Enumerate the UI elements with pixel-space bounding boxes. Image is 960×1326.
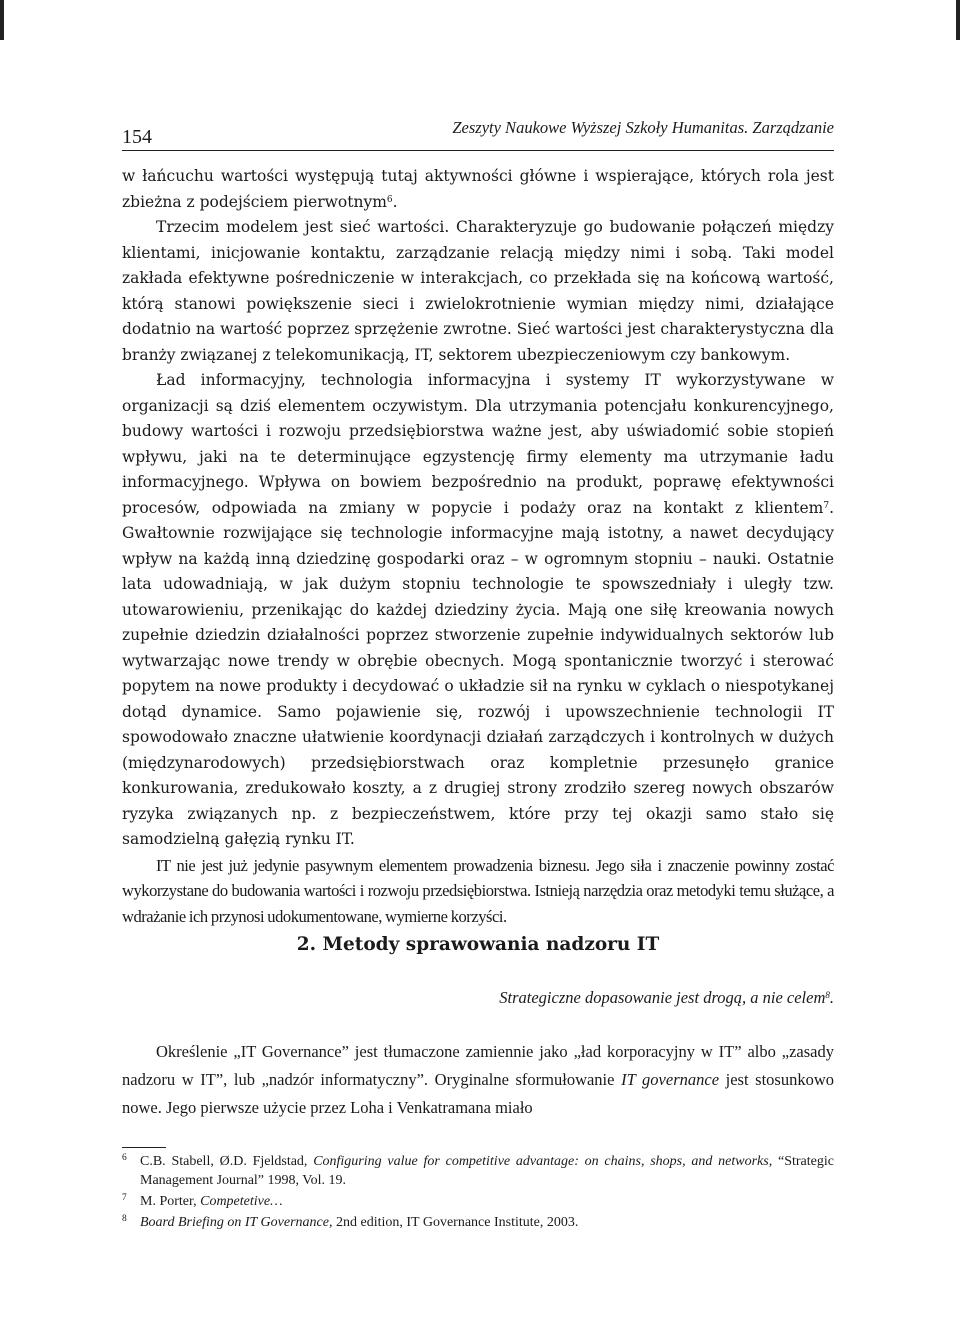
footnote-title: Competetive… [200, 1194, 283, 1209]
footnote-number: 7 [122, 1193, 127, 1203]
paragraph-2: Trzecim modelem jest sieć wartości. Charakteryzuje go budowanie połączeń między klientami, inicjowanie kontaktu, zarządzanie relacją między nimi i sobą. Taki model zakłada efektywne pośredniczenie w interakcjach, co przekłada się na końcową wartość, którą stanowi powiększenie sieci i zwielokrotnienie wymian między nimi, działające dodatnio na wartość poprzez sprzężenie zwrotne. Sieć wartości jest charakterystyczna dla branży związanej z telekomunikacją, IT, sektorem ubezpieczeniowym czy bankowym. [122, 218, 834, 364]
paragraph-1 [122, 164, 834, 215]
paragraph-5-text-a: Określenie „IT Governance” jest tłumaczone zamiennie jako „ład korporacyjny w IT” albo „zasady nadzoru w IT”, lub „nadzór informatyczny”. Oryginalne sformułowanie [122, 1042, 834, 1089]
paragraph-3-text-a: Ład informacyjny, technologia informacyjna i systemy IT wykorzystywane w organizacji są dziś elementem oczywistym. Dla utrzymania potencjału konkurencyjnego, budowy wartości i rozwoju przedsiębiorstwa ważne jest, aby uświadomić sobie stopień wpływu, jaki na te determinujące egzystencję firmy elementy ma utrzymanie ładu informacyjnego. Wpływa on bowiem bezpośrednio na produkt, poprawę efektywności procesów, odpowiada na zmiany w popycie i podaży oraz na kontakt z klientem [122, 371, 834, 517]
footnote-number: 8 [122, 1214, 127, 1224]
footnote-title: Board Briefing on IT Governance [140, 1215, 329, 1230]
footnote-author: C.B. Stabell, Ø.D. Fjeldstad, [140, 1154, 314, 1169]
paragraph-4: IT nie jest już jedynie pasywnym elementem prowadzenia biznesu. Jego siła i znaczenie powinny zostać wykorzystane do budowania wartości i rozwoju przedsiębiorstwa. Istnieją narzędzia oraz metodyki temu służące, a wdrażanie ich przynosi udokumentowane, wymierne korzyści. [122, 855, 834, 926]
journal-title: Zeszyty Naukowe Wyższej Szkoły Humanitas. Zarządzanie [452, 118, 834, 137]
page-number: 154 [122, 126, 152, 148]
footnote-ref-8[interactable]: 8 [825, 990, 830, 1000]
body-text [122, 164, 834, 929]
footnote-source: , 2nd edition, IT Governance Institute, 2003. [328, 1215, 579, 1230]
paragraph-5-text-b: jest stosunkowo nowe. Jego pierwsze użycie przez Loha i Venkatramana miało [122, 1070, 834, 1117]
footnote-title: Configuring value for competitive advantage: on chains, shops, and networks [313, 1154, 769, 1169]
section-body [122, 1038, 834, 1122]
footnote-author: M. Porter, [140, 1194, 201, 1209]
footnote-ref-6[interactable]: 6 [386, 194, 393, 205]
footnote-number: 6 [122, 1153, 127, 1163]
footnote-ref-7[interactable]: 7 [823, 500, 830, 511]
paragraph-5-italic: IT governance [621, 1070, 720, 1089]
crop-mark-left [0, 0, 4, 40]
footnote-7 [122, 1192, 834, 1211]
footnotes [122, 1152, 834, 1234]
paragraph-3-text-b: . Gwałtownie rozwijające się technologie informacyjne mają istotny, a nawet decydujący wpływ na każdą inną dziedzinę gospodarki oraz – w ogromnym stopniu – nauki. Ostatnie lata udowadniają, w jak dużym stopniu technologie te spowszedniały i uległy tzw. utowarowieniu, przenikając do każdej dziedziny życia. Mają one siłę kreowania nowych zupełnie dziedzin działalności poprzez stworzenie zupełnie indywidualnych sektorów lub wytwarzając nowe trendy w obrębie obecnych. Mogą spontanicznie tworzyć i sterować popytem na nowe produkty i decydować o układzie sił na rynku w cyklach o niespotykanej dotąd dynamice. Samo pojawienie się, rozwój i upowszechnienie technologii IT spowodowało znaczne ułatwienie koordynacji działań zarządczych i kontrolnych w dużych (międzynarodowych) przedsiębiorstwach oraz kompletnie przesunęło granice konkurowania, zredukowało koszty, a z drugiej strony zrodziło szereg nowych obszarów ryzyka związanych np. z bezpieczeństwem, które przy tej okazji samo stało się samodzielną gałęzią rynku IT. [122, 498, 834, 848]
running-header [122, 112, 834, 151]
paragraph-3 [122, 368, 834, 853]
section-motto [499, 988, 834, 1008]
footnote-6 [122, 1152, 834, 1190]
section-heading: 2. Metody sprawowania nadzoru IT [296, 934, 660, 955]
paragraph-5 [122, 1038, 834, 1122]
footnote-source: , “Strategic Management Journal” 1998, Vol. 19. [140, 1154, 834, 1188]
motto-text: Strategiczne dopasowanie jest drogą, a nie celem [499, 988, 826, 1007]
paragraph-1-end: . [392, 192, 398, 211]
paragraph-1-text: w łańcuchu wartości występują tutaj aktywności główne i wspierające, których rola jest zbieżna z podejściem pierwotnym [122, 167, 834, 211]
footnote-rule [122, 1147, 166, 1148]
motto-end: . [829, 988, 834, 1007]
crop-mark-right [956, 0, 960, 40]
footnote-8 [122, 1213, 834, 1232]
